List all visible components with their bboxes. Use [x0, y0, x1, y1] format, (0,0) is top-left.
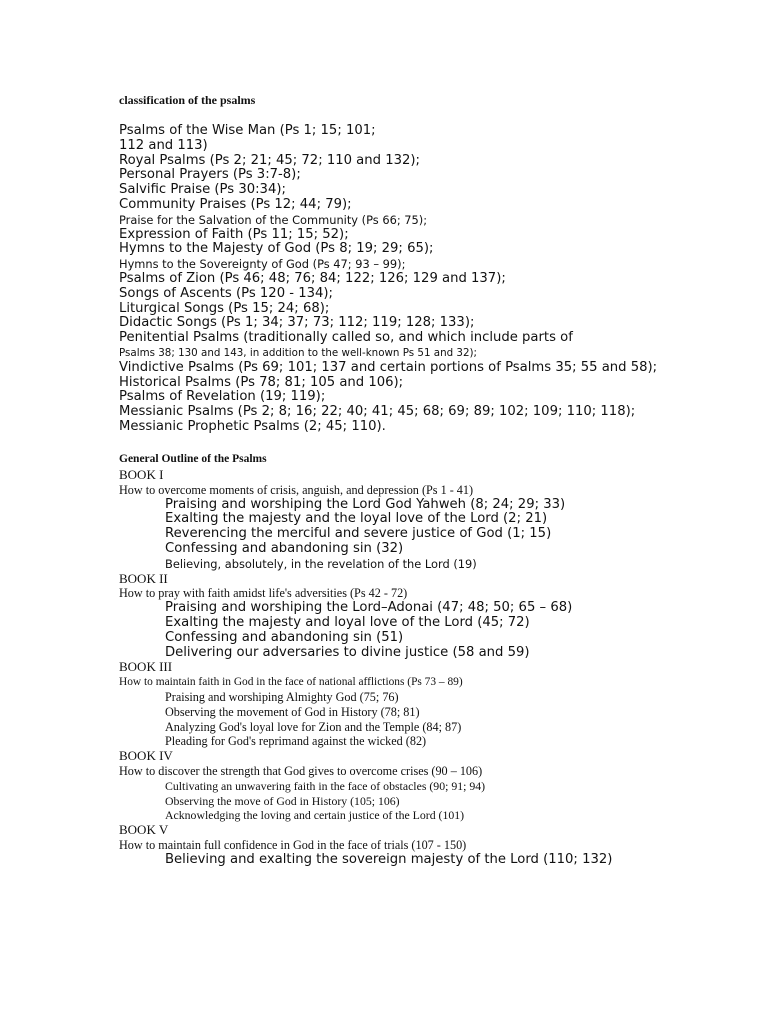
outline-item: Confessing and abandoning sin (32)	[165, 540, 404, 556]
classification-line: Salvific Praise (Ps 30:34);	[119, 182, 286, 198]
outline-item: Praising and worshiping the Lord God Yahweh (8; 24; 29; 33)	[165, 496, 566, 512]
book-description: How to maintain faith in God in the face of national afflictions (Ps 73 – 89)	[119, 676, 463, 689]
outline-item: Confessing and abandoning sin (51)	[165, 629, 404, 645]
classification-line: Didactic Songs (Ps 1; 34; 37; 73; 112; 119; 128; 133);	[119, 315, 475, 331]
classification-line: Psalms of the Wise Man (Ps 1; 15; 101;	[119, 123, 376, 138]
outline-item: Observing the move of God in History (105; 106)	[165, 793, 400, 808]
outline-item: Reverencing the merciful and severe justice of God (1; 15)	[165, 526, 552, 542]
outline-item: Pleading for God's reprimand against the wicked (82)	[165, 734, 427, 749]
outline-item: Delivering our adversaries to divine justice (58 and 59)	[165, 644, 530, 660]
classification-line: Psalms 38; 130 and 143, in addition to the well-known Ps 51 and 32);	[119, 346, 478, 359]
classification-line: Penitential Psalms (traditionally called so, and which include parts of	[119, 330, 573, 346]
outline-item: Observing the movement of God in History (78; 81)	[165, 704, 420, 719]
classification-heading: classification of the psalms	[119, 93, 256, 107]
outline-list	[119, 468, 759, 868]
classification-line: Messianic Prophetic Psalms (2; 45; 110).	[119, 418, 386, 434]
outline-item: Analyzing God's loyal love for Zion and the Temple (84; 87)	[165, 719, 462, 734]
book-description: How to overcome moments of crisis, anguish, and depression (Ps 1 - 41)	[119, 482, 474, 497]
classification-line: 112 and 113)	[119, 137, 208, 153]
classification-line: Praise for the Salvation of the Community (Ps 66; 75);	[119, 212, 428, 227]
book-description: How to maintain full confidence in God in the face of trials (107 - 150)	[119, 837, 467, 852]
classification-list	[119, 124, 657, 435]
classification-line: Liturgical Songs (Ps 15; 24; 68);	[119, 300, 330, 316]
book-label: BOOK I	[119, 467, 164, 482]
outline-item: Cultivating an unwavering faith in the face of obstacles (90; 91; 94)	[165, 778, 486, 793]
classification-line: Community Praises (Ps 12; 44; 79);	[119, 196, 352, 212]
classification-line: Messianic Psalms (Ps 2; 8; 16; 22; 40; 41; 45; 68; 69; 89; 102; 109; 110; 118);	[119, 404, 636, 420]
outline-item: Believing, absolutely, in the revelation of the Lord (19)	[165, 556, 477, 571]
classification-line: Hymns to the Majesty of God (Ps 8; 19; 29; 65);	[119, 241, 434, 257]
outline-item: Exalting the majesty and the loyal love of the Lord (2; 21)	[165, 511, 548, 527]
book-label: BOOK V	[119, 822, 169, 838]
book-description: How to discover the strength that God gives to overcome crises (90 – 106)	[119, 763, 483, 778]
classification-line: Hymns to the Sovereignty of God (Ps 47; 93 – 99);	[119, 257, 406, 272]
outline-heading: General Outline of the Psalms	[119, 453, 267, 465]
classification-line: Personal Prayers (Ps 3:7-8);	[119, 167, 301, 183]
book-label: BOOK II	[119, 570, 168, 586]
classification-line: Royal Psalms (Ps 2; 21; 45; 72; 110 and 132);	[119, 152, 420, 168]
book-label: BOOK III	[119, 659, 173, 675]
book-description: How to pray with faith amidst life's adversities (Ps 42 - 72)	[119, 586, 408, 601]
classification-line: Vindictive Psalms (Ps 69; 101; 137 and certain portions of Psalms 35; 55 and 58);	[119, 359, 658, 375]
outline-item: Praising and worshiping the Lord–Adonai (47; 48; 50; 65 – 68)	[165, 600, 573, 616]
classification-line: Psalms of Revelation (19; 119);	[119, 389, 326, 405]
classification-line: Historical Psalms (Ps 78; 81; 105 and 106);	[119, 374, 404, 390]
outline-item: Exalting the majesty and loyal love of the Lord (45; 72)	[165, 614, 530, 630]
classification-line: Expression of Faith (Ps 11; 15; 52);	[119, 226, 349, 242]
book-label: BOOK IV	[119, 748, 173, 764]
outline-item: Praising and worshiping Almighty God (75; 76)	[165, 689, 399, 704]
outline-item: Believing and exalting the sovereign majesty of the Lord (110; 132)	[165, 851, 613, 867]
classification-line: Psalms of Zion (Ps 46; 48; 76; 84; 122; 126; 129 and 137);	[119, 270, 506, 286]
classification-line: Songs of Ascents (Ps 120 - 134);	[119, 285, 333, 301]
outline-item: Acknowledging the loving and certain justice of the Lord (101)	[165, 808, 465, 823]
